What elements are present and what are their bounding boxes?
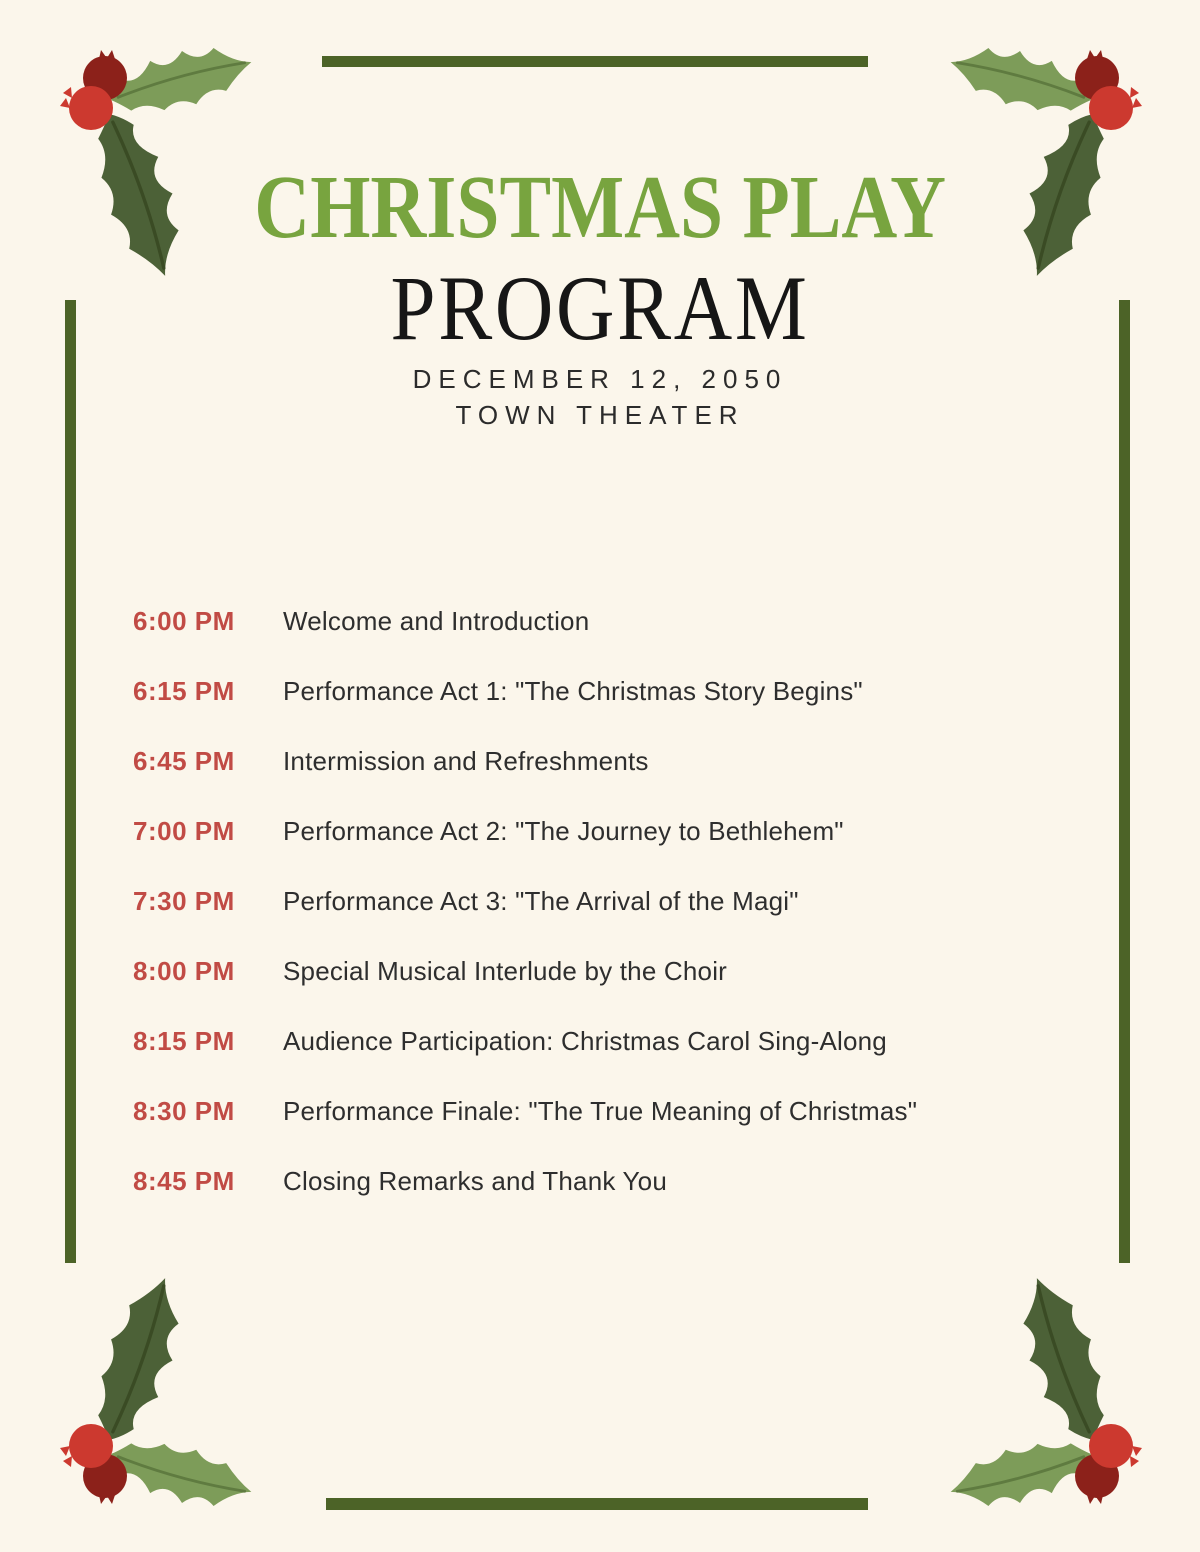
schedule-time: 6:15 PM [133, 675, 235, 706]
holly-decoration-bottom-right-icon [912, 1268, 1147, 1508]
schedule-event: Performance Act 1: "The Christmas Story Begins" [283, 675, 863, 706]
schedule-event: Welcome and Introduction [283, 605, 590, 636]
schedule-row [133, 656, 1120, 726]
page-title-text: CHRISTMAS PLAY [254, 158, 946, 257]
schedule-row [133, 796, 1120, 866]
schedule-event: Special Musical Interlude by the Choir [283, 955, 728, 986]
event-date: DECEMBER 12, 2050 [412, 364, 788, 394]
schedule-event: Intermission and Refreshments [283, 745, 649, 776]
schedule-row [133, 726, 1120, 796]
holly-decoration-bottom-left-icon [55, 1268, 290, 1508]
schedule-time: 8:15 PM [133, 1025, 235, 1056]
page-subtitle-text: PROGRAM [390, 257, 810, 359]
border-line-left [65, 300, 76, 1263]
border-line-bottom [326, 1498, 868, 1510]
schedule-event: Performance Finale: "The True Meaning of Christmas" [283, 1095, 918, 1126]
border-line-top [322, 56, 868, 67]
schedule-row [133, 586, 1120, 656]
schedule-row [133, 1006, 1120, 1076]
schedule-time: 8:00 PM [133, 955, 235, 986]
schedule-event: Performance Act 3: "The Arrival of the Magi" [283, 885, 799, 916]
page-subtitle [0, 257, 1200, 359]
schedule-row [133, 1146, 1120, 1216]
schedule-row [133, 1076, 1120, 1146]
schedule-time: 6:45 PM [133, 745, 235, 776]
schedule-time: 8:30 PM [133, 1095, 235, 1126]
schedule-list [133, 586, 1120, 1216]
event-venue: TOWN THEATER [455, 400, 745, 430]
schedule-row [133, 866, 1120, 936]
schedule-event: Performance Act 2: "The Journey to Bethlehem" [283, 815, 844, 846]
schedule-time: 8:45 PM [133, 1165, 235, 1196]
schedule-time: 7:00 PM [133, 815, 235, 846]
schedule-row [133, 936, 1120, 1006]
schedule-event: Audience Participation: Christmas Carol Sing-Along [283, 1025, 887, 1056]
schedule-event: Closing Remarks and Thank You [283, 1165, 667, 1196]
schedule-time: 6:00 PM [133, 605, 235, 636]
schedule-time: 7:30 PM [133, 885, 235, 916]
page-title [0, 158, 1200, 257]
border-line-right [1119, 300, 1130, 1263]
